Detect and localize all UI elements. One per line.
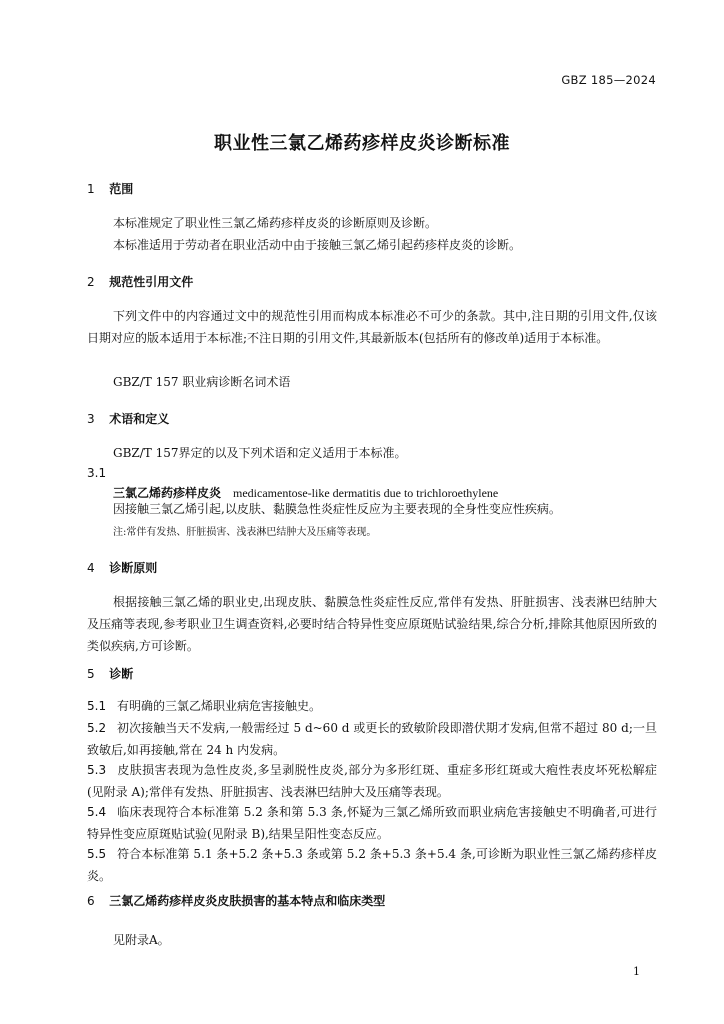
section-title: 范围 <box>109 182 134 196</box>
clause-number: 5.4 <box>87 805 107 819</box>
term-number: 3.1 <box>87 466 107 480</box>
section-6-heading <box>87 892 385 909</box>
section-title: 规范性引用文件 <box>109 275 194 289</box>
reference-item: GBZ/T 157 职业病诊断名词术语 <box>113 375 291 389</box>
term-note: 注:常伴有发热、肝脏损害、浅表淋巴结肿大及压痛等表现。 <box>113 527 377 538</box>
section-5-heading <box>87 665 133 682</box>
scope-paragraph-1: 本标准规定了职业性三氯乙烯药疹样皮炎的诊断原则及诊断。 <box>113 216 438 230</box>
clause-text: 初次接触当天不发病,一般需经过 5 d~60 d 或更长的致敏阶段即潜伏期才发病,但常不超过 80 d;一旦致敏后,如再接触,常在 24 h 内发病。 <box>87 721 657 757</box>
section-title: 三氯乙烯药疹样皮炎皮肤损害的基本特点和临床类型 <box>109 894 386 908</box>
section-title: 诊断原则 <box>109 561 158 575</box>
clause-text: 皮肤损害表现为急性皮炎,多呈剥脱性皮炎,部分为多形红斑、重症多形红斑或大疱性表皮坏死松解症(见附录 A);常伴有发热、肝脏损害、浅表淋巴结肿大及压痛等表现。 <box>87 763 657 799</box>
normative-references-paragraph: 下列文件中的内容通过文中的规范性引用而构成本标准必不可少的条款。其中,注日期的引用文件,仅该日期对应的版本适用于本标准;不注日期的引用文件,其最新版本(包括所有的修改单)适用于本标准。 <box>87 309 657 345</box>
document-title: 职业性三氯乙烯药疹样皮炎诊断标准 <box>214 133 510 154</box>
standard-code: GBZ 185—2024 <box>561 73 656 87</box>
term-chinese: 三氯乙烯药疹样皮炎 <box>113 486 222 500</box>
diagnosis-clause <box>87 801 657 845</box>
section-title: 术语和定义 <box>109 412 170 426</box>
clause-text: 临床表现符合本标准第 5.2 条和第 5.3 条,怀疑为三氯乙烯所致而职业病危害接触史不明确者,可进行特异性变应原斑贴试验(见附录 B),结果呈阳性变态反应。 <box>87 805 657 841</box>
section-number: 2 <box>87 275 95 289</box>
clause-number: 5.5 <box>87 847 107 861</box>
diagnosis-clause <box>87 695 657 717</box>
section-number: 4 <box>87 561 95 575</box>
scope-paragraph-2: 本标准适用于劳动者在职业活动中由于接触三氯乙烯引起药疹样皮炎的诊断。 <box>113 238 522 252</box>
clause-number: 5.1 <box>87 699 107 713</box>
section-title: 诊断 <box>109 667 134 681</box>
clause-number: 5.2 <box>87 721 107 735</box>
section-3-heading <box>87 410 169 427</box>
appendix-reference: 见附录A。 <box>113 933 170 947</box>
terms-intro-paragraph: GBZ/T 157界定的以及下列术语和定义适用于本标准。 <box>113 446 407 460</box>
page-number: 1 <box>633 965 640 978</box>
section-4-heading <box>87 559 157 576</box>
diagnostic-principle-paragraph: 根据接触三氯乙烯的职业史,出现皮肤、黏膜急性炎症性反应,常伴有发热、肝脏损害、浅表淋巴结肿大及压痛等表现,参考职业卫生调查资料,必要时结合特异性变应原斑贴试验结果,综合分析,排除其他原因所致的类似疾病,方可诊断。 <box>87 595 657 653</box>
term-english: medicamentose-like dermatitis due to trichloroethylene <box>233 486 499 500</box>
section-number: 3 <box>87 412 95 426</box>
clause-text: 符合本标准第 5.1 条+5.2 条+5.3 条或第 5.2 条+5.3 条+5.4 条,可诊断为职业性三氯乙烯药疹样皮炎。 <box>87 847 657 883</box>
section-number: 6 <box>87 894 95 908</box>
diagnosis-clause <box>87 843 657 887</box>
section-1-heading <box>87 180 133 197</box>
clause-number: 5.3 <box>87 763 107 777</box>
diagnosis-clause <box>87 759 657 803</box>
section-number: 1 <box>87 182 95 196</box>
diagnosis-clause <box>87 717 657 761</box>
clause-text: 有明确的三氯乙烯职业病危害接触史。 <box>117 699 322 713</box>
section-2-heading <box>87 273 193 290</box>
term-definition: 因接触三氯乙烯引起,以皮肤、黏膜急性炎症性反应为主要表现的全身性变应性疾病。 <box>113 502 561 516</box>
section-number: 5 <box>87 667 95 681</box>
